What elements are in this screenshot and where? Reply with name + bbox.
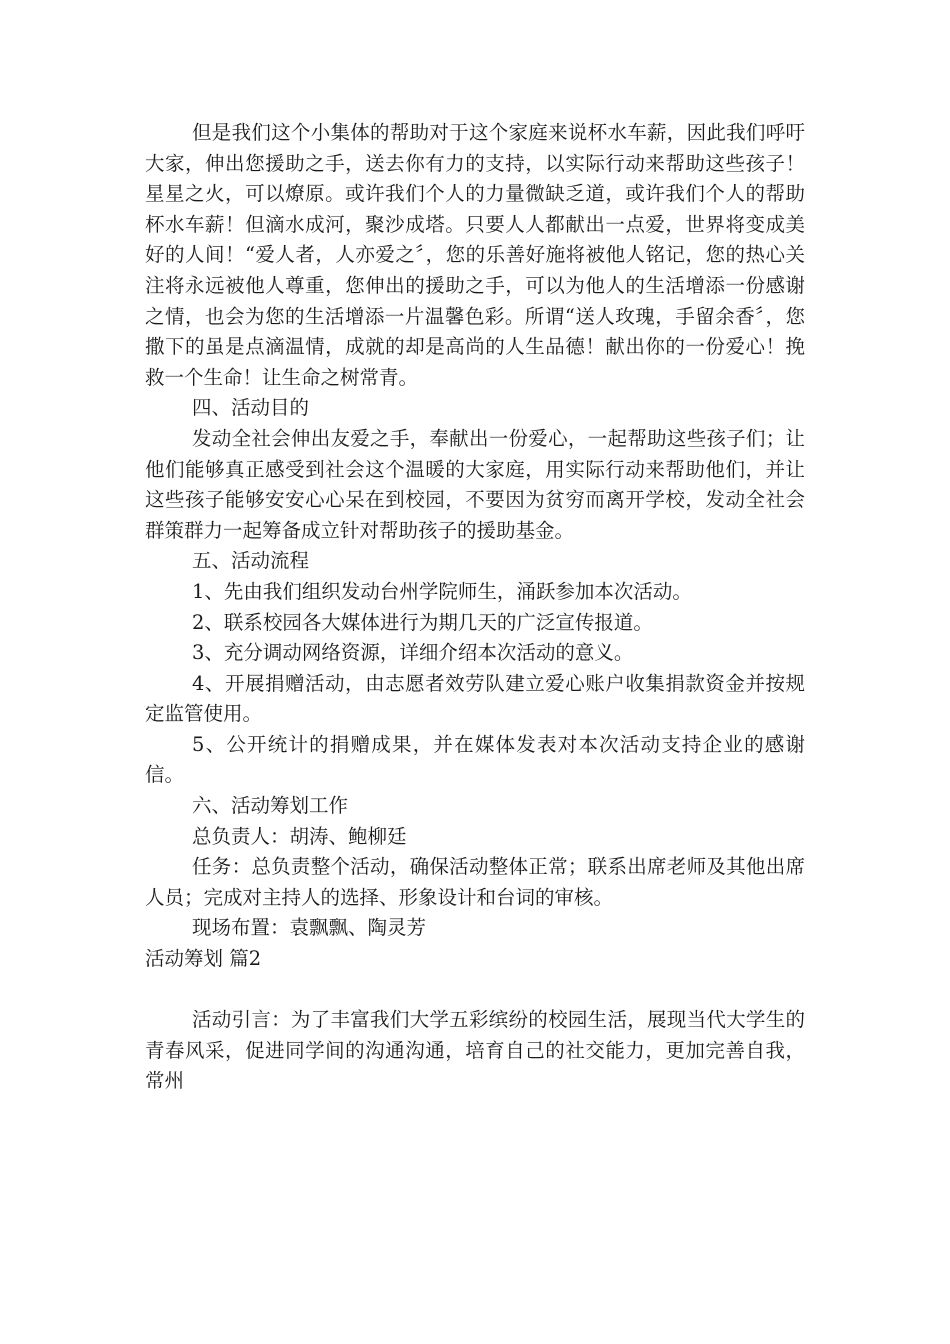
process-step-5: 5、公开统计的捐赠成果，并在媒体发表对本次活动支持企业的感谢信。 — [145, 732, 805, 787]
paragraph-appeal: 但是我们这个小集体的帮助对于这个家庭来说杯水车薪，因此我们呼吁大家，伸出您援助之手，送去你有力的支持，以实际行动来帮助这些孩子！星星之火，可以燎原。或许我们个人的力量微缺乏道，或许我们个人的帮助杯水车薪！但滴水成河，聚沙成塔。只要人人都献出一点爱，世界将变成美好的人间！“爱人者，人亦爱之〞，您的乐善好施将被他人铭记，您的热心关注将永远被他人尊重，您伸出的援助之手，可以为他人的生活增添一份感谢之情，也会为您的生活增添一片温馨色彩。所谓“送人玫瑰，手留余香〞，您撒下的虽是点滴温情，成就的却是高尚的人生品德！献出你的一份爱心！挽救一个生命！让生命之树常青。 — [145, 121, 805, 389]
section-title: 活动筹划 篇2 — [145, 947, 262, 971]
chief-responsible: 总负责人：胡涛、鲍柳廷 — [192, 824, 407, 848]
heading-activity-purpose: 四、活动目的 — [192, 396, 310, 420]
process-step-2: 2、联系校园各大媒体进行为期几天的广泛宣传报道。 — [192, 610, 653, 634]
task-description: 任务：总负责整个活动，确保活动整体正常；联系出席老师及其他出席人员；完成对主持人的选择、形象设计和台词的审核。 — [145, 855, 805, 909]
heading-activity-process: 五、活动流程 — [192, 549, 310, 573]
venue-setup: 现场布置：袁飘飘、陶灵芳 — [192, 916, 427, 940]
process-step-3: 3、充分调动网络资源，详细介绍本次活动的意义。 — [192, 641, 634, 665]
heading-planning-work: 六、活动筹划工作 — [192, 794, 349, 818]
process-step-4: 4、开展捐赠活动，由志愿者效劳队建立爱心账户收集捐款资金并按规定监管使用。 — [145, 671, 805, 726]
paragraph-purpose: 发动全社会伸出友爱之手，奉献出一份爱心，一起帮助这些孩子们；让他们能够真正感受到社会这个温暖的大家庭，用实际行动来帮助他们，并让这些孩子能够安安心心呆在到校园，不要因为贫穷而离开学校，发动全社会群策群力一起筹备成立针对帮助孩子的援助基金。 — [145, 426, 805, 542]
process-step-1: 1、先由我们组织发动台州学院师生，涌跃参加本次活动。 — [192, 579, 692, 603]
document-body — [145, 118, 805, 1097]
blank-line — [145, 975, 805, 1006]
activity-intro: 活动引言：为了丰富我们大学五彩缤纷的校园生活，展现当代大学生的青春风采，促进同学间的沟通沟通，培育自己的社交能力，更加完善自我，常州 — [145, 1008, 805, 1093]
